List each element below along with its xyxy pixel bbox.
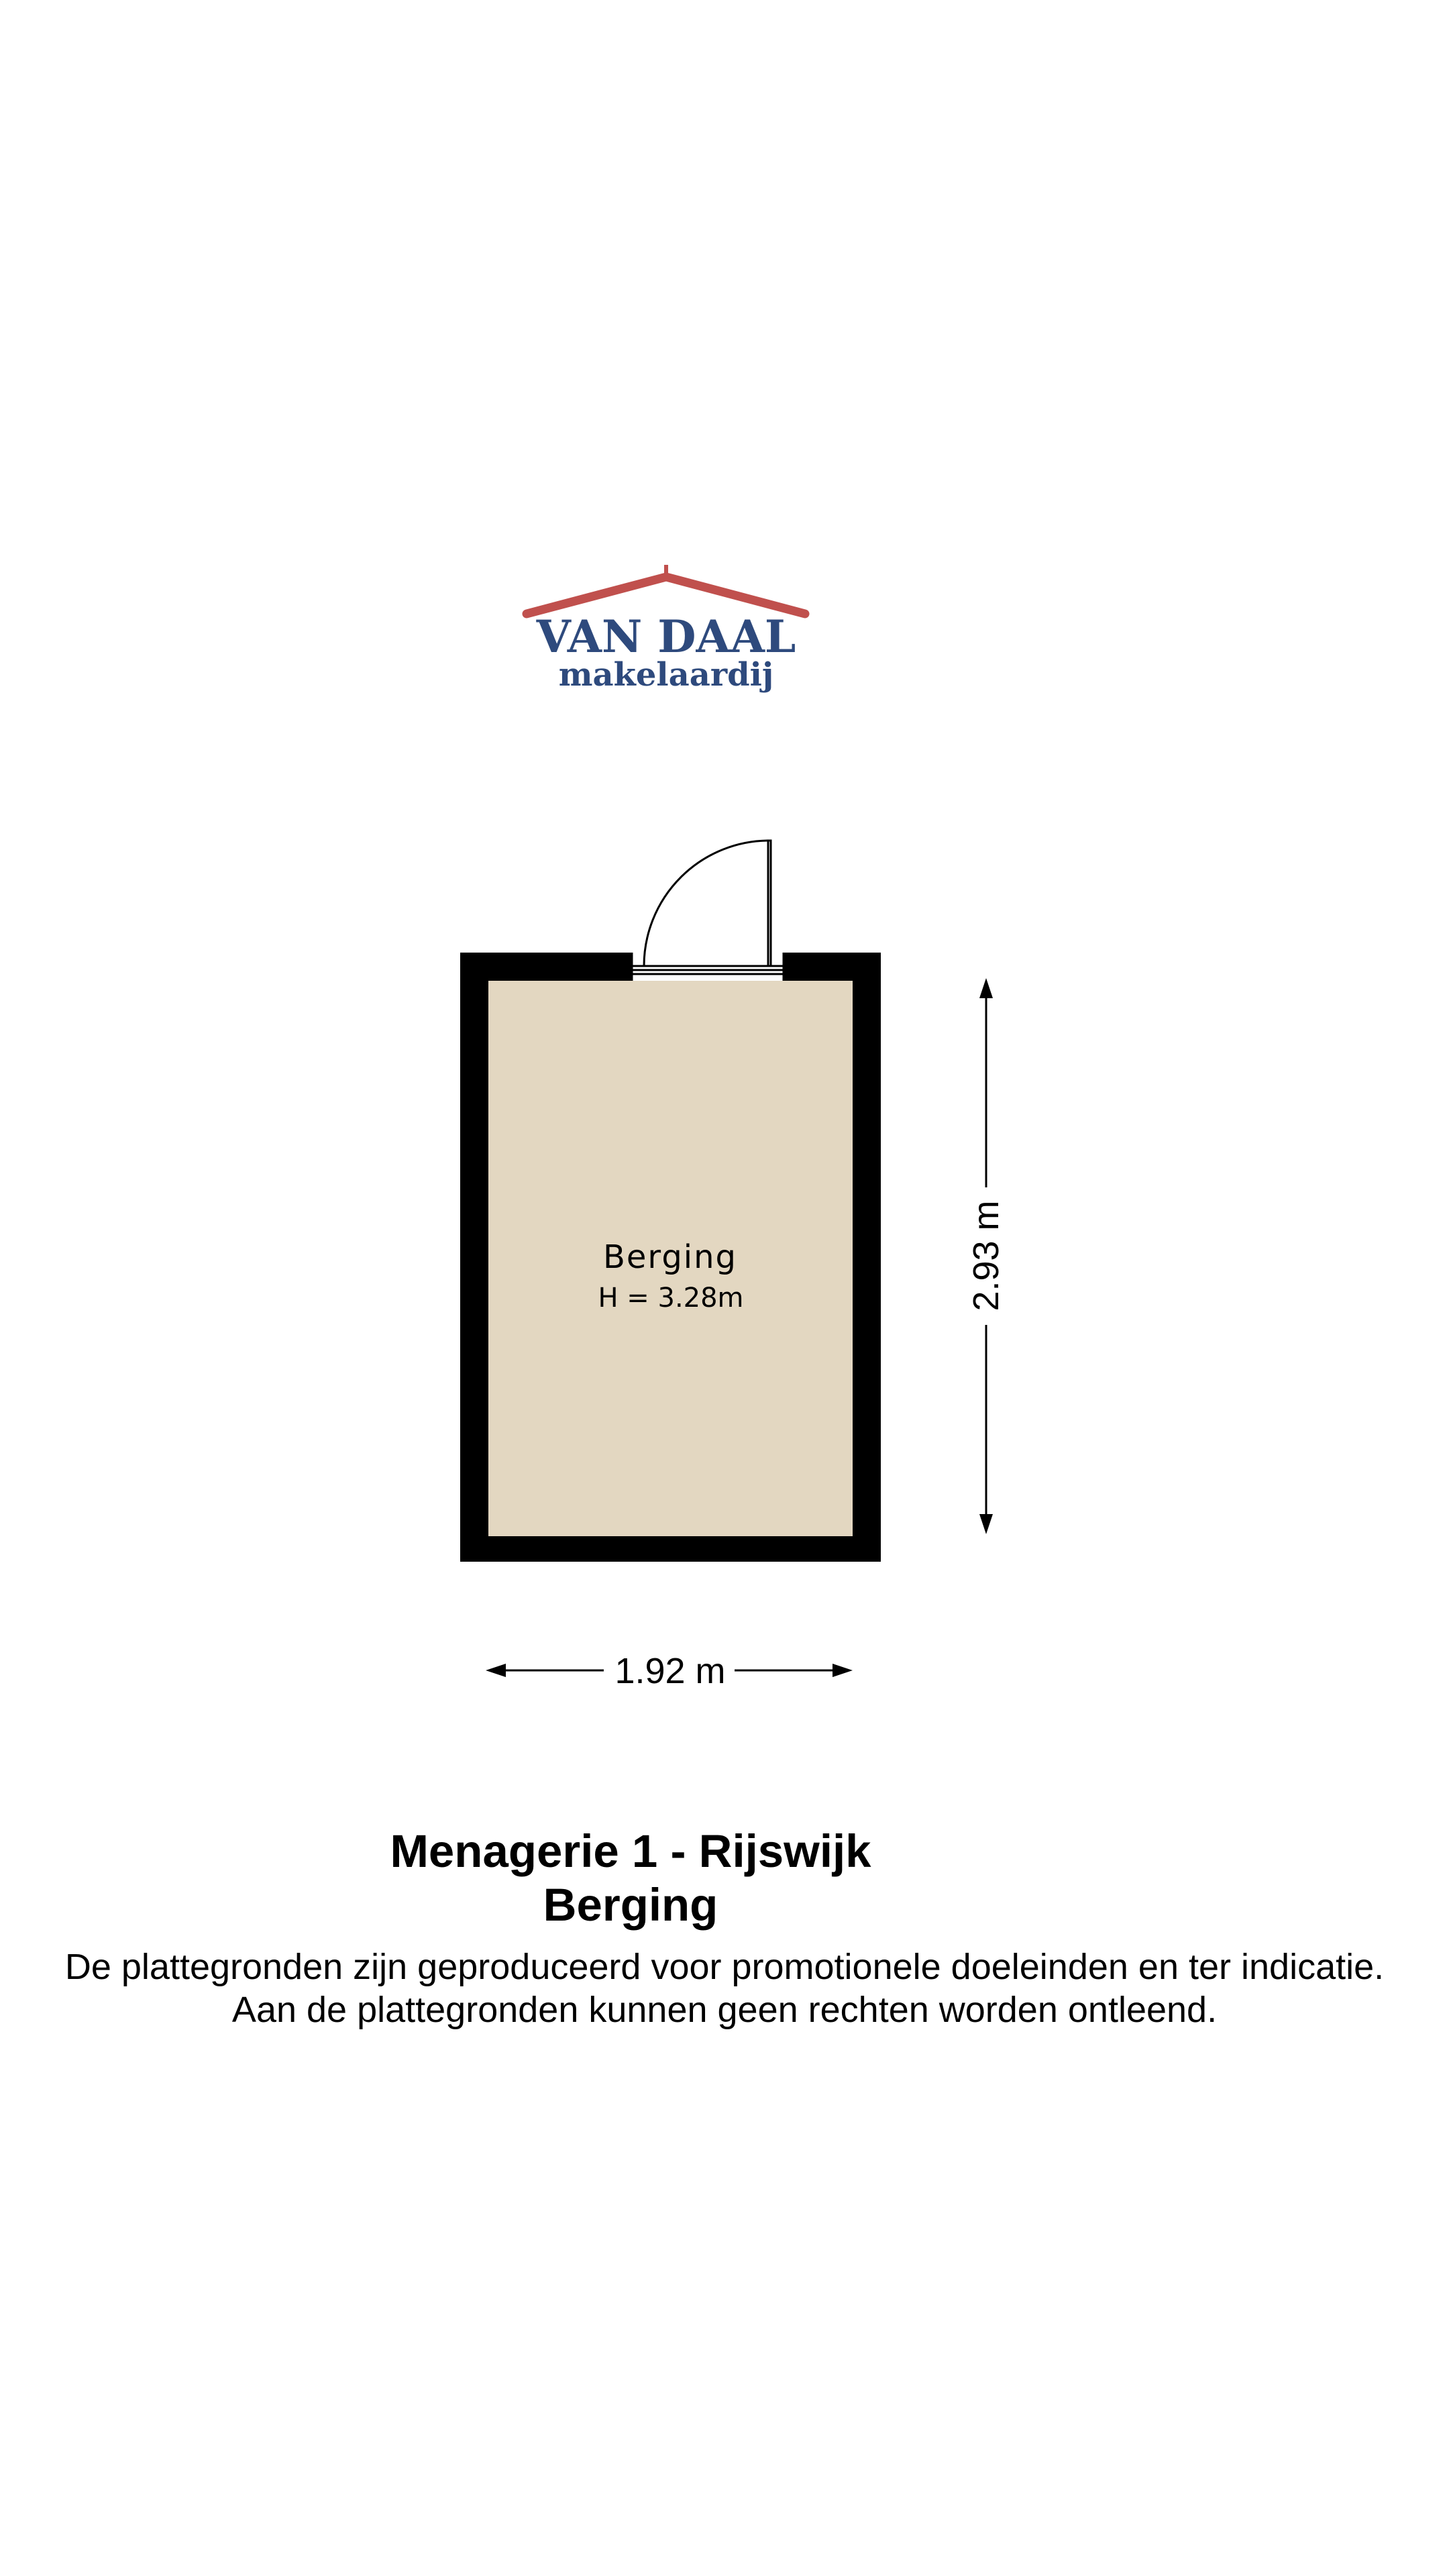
dimension-horizontal	[486, 1651, 853, 1691]
company-logo	[527, 565, 805, 694]
arrow-up-icon	[979, 978, 993, 998]
wall-right	[853, 953, 881, 1562]
page-subtitle: Berging	[543, 1879, 718, 1931]
dimension-horizontal-label: 1.92 m	[614, 1651, 726, 1691]
dimension-vertical	[966, 978, 1006, 1534]
wall-top-right	[784, 953, 881, 981]
arrow-left-icon	[486, 1664, 506, 1677]
wall-left	[460, 953, 488, 1562]
page-title: Menagerie 1 - Rijswijk	[390, 1825, 871, 1877]
arrow-right-icon	[833, 1664, 853, 1677]
logo-name: VAN DAAL	[536, 610, 796, 663]
door-icon	[632, 841, 784, 981]
roof-icon	[527, 565, 805, 614]
disclaimer-line-2: Aan de plattegronden kunnen geen rechten worden ontleend.	[231, 1990, 1218, 2030]
logo-subtitle: makelaardij	[558, 656, 774, 694]
wall-top-left	[460, 953, 632, 981]
dimension-vertical-label: 2.93 m	[966, 1200, 1006, 1311]
room-height: H = 3.28m	[598, 1283, 744, 1313]
room-name: Berging	[602, 1238, 738, 1276]
arrow-down-icon	[979, 1514, 993, 1534]
disclaimer-line-1: De plattegronden zijn geproduceerd voor promotionele doeleinden en ter indicatie.	[64, 1947, 1385, 1987]
wall-bottom	[460, 1536, 881, 1562]
